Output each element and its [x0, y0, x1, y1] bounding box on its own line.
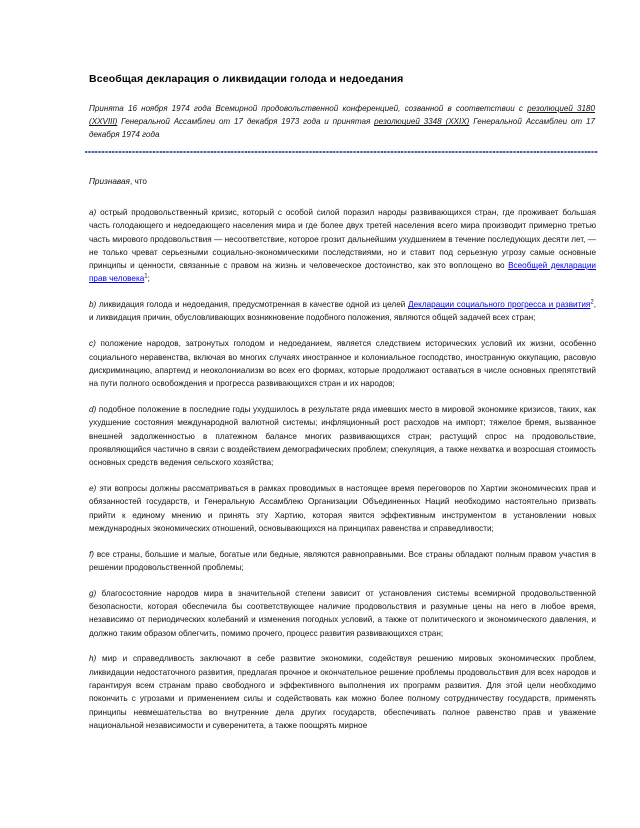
adoption-note-part1: Принята 16 ноября 1974 года Всемирной продовольственной конференцией, созванной в соответствии с [89, 104, 528, 113]
clause-marker: b) [89, 300, 97, 310]
clause-paragraph [89, 587, 598, 640]
clause-paragraph [89, 652, 598, 732]
clause-marker: c) [89, 339, 96, 349]
clause-marker: h) [89, 654, 97, 664]
lead-in-plain: , что [129, 176, 147, 186]
page-title: Всеобщая декларация о ликвидации голода и недоедания [89, 73, 404, 85]
clause-text-before: все страны, большие и малые, богатые или бедные, являются равноправными. Все страны обладают полным правом участия в решении продовольственной проблемы; [89, 549, 596, 572]
clause-paragraph [89, 548, 598, 575]
clause-paragraph [89, 337, 598, 390]
resolution-3348-link[interactable]: резолюцией 3348 (XXIX) [374, 117, 470, 127]
clause-marker: g) [89, 588, 97, 598]
declaration-social-progress-link[interactable]: Декларации социального прогресса и развития [408, 300, 591, 310]
clause-marker: f) [89, 549, 95, 559]
clause-paragraph [89, 482, 598, 535]
lead-in-paragraph [89, 175, 598, 188]
clause-text-before: положение народов, затронутых голодом и недоеданием, является следствием исторических условий их жизни, особенно социального неравенства, включая во многих случаях иностранное и колониальное господство, иностранную оккупацию, расовую дискриминацию, апартеид и неоколониализм во всех его формах, которые продолжают оставаться в числе основных препятствий на пути полного освобождения и прогресса развивающихся стран и их народов; [89, 339, 596, 389]
footnote-marker[interactable]: 1 [144, 273, 148, 280]
clause-text-after: , и ликвидация причин, обусловливающих возникновение подобного положения, являются общей задачей всех стран; [89, 300, 596, 323]
clause-text-before: подобное положение в последние годы ухудшилось в результате ряда имевших место в мировой экономике кризисов, таких, как ухудшение состояния международной валютной системы; инфляционный рост расходов на импорт; тяжелое бремя, вызванное внешней задолженностью в платежном балансе многих развивающихся стран; растущий спрос на продовольствие, проявляющийся частично в связи с воздействием демографических проблем; спекуляция, а также нехватка и возросшая стоимость основных средств ведения сельского хозяйства; [89, 404, 596, 468]
clause-text-after: ; [147, 274, 150, 284]
clause-paragraph [89, 403, 598, 469]
resolution-3180-link[interactable]: резолюцией 3180 (XXVIII) [89, 104, 596, 127]
footnote-marker[interactable]: 2 [590, 299, 594, 306]
clause-paragraph [89, 298, 598, 325]
clause-text-before: ликвидация голода и недоедания, предусмотренная в качестве одной из целей [96, 300, 409, 310]
clause-text-before: мир и справедливость заключают в себе развитие экономики, содействуя решению мировых экономических проблем, ликвидации недостаточного развития, предлагая прочное и окончательное решение проблемы продовольствия для всех народов и гарантируя всем странам право свободного и эффективного выполнения их программ развития. Для этой цели необходимо покончить с угрозами и применением силы и содействовать как можно более полному сотрудничеству государств, применять принципы невмешательства во внутренние дела других государств, обеспечивать полное равенство прав и уважение национальной независимости и суверенитета, а также поощрять мирное [89, 654, 596, 730]
udhr-link[interactable]: Всеобщей декларации прав человека [89, 261, 596, 284]
clause-text-before: острый продовольственный кризис, который с особой силой поразил народы развивающихся стран, где проживает большая часть голодающего и недоедающего населения мира и где более двух третей населения всего мира производит примерно третью часть мирового продовольствия — несоответствие, которое грозит дальнейшим ухудшением в течение последующих десяти лет, — не только чреват серьезными социально-экономическими последствиями, но и ставит под серьезную угрозу самые основные принципы и ценности, связанные с правом на жизнь и человеческое достоинство, как это воплощено во [89, 207, 596, 271]
clause-marker: a) [89, 207, 97, 217]
clause-marker: e) [89, 483, 97, 493]
adoption-note-part2: Генеральной Ассамблеи от 17 декабря 1973 года и принятая [117, 117, 375, 127]
document-body [89, 175, 598, 733]
adoption-note-part3: Генеральной Ассамблеи от 17 декабря 1974 года [89, 117, 596, 140]
clause-paragraph [89, 206, 598, 286]
clause-text-before: благосостояние народов мира в значительной степени зависит от установления системы всемирной продовольственной безопасности, которая обеспечила бы соответствующее наличие продовольствия и разумные цены на него в любое время, независимо от периодических колебаний и изменения погодных условий, а также от политического и экономического давления, и должно таким образом облегчить, помимо прочего, процесс развития развивающихся стран; [89, 588, 596, 638]
horizontal-divider [85, 151, 598, 153]
adoption-note [89, 102, 598, 142]
clause-text-before: эти вопросы должны рассматриваться в рамках проводимых в настоящее время переговоров по Хартии экономических прав и обязанностей государств, и Генеральную Ассамблею Организации Объединенных Наций необходимо настоятельно призвать прийти к единому мнению и принять эту Хартию, которая явится эффективным инструментом в установлении новых международных экономических отношений, основывающихся на принципах равенства и справедливости; [89, 483, 596, 533]
lead-in-italic: Признавая [89, 176, 130, 186]
clause-marker: d) [89, 404, 97, 414]
